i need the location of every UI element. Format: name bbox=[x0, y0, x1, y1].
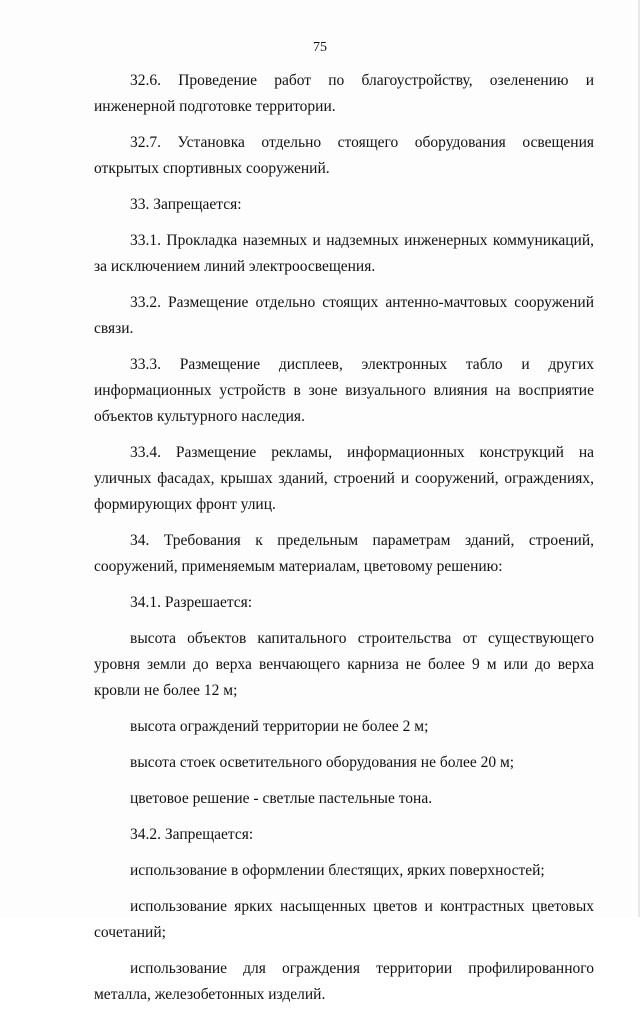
paragraph-33-2: 33.2. Размещение отдельно стоящих антенно-мачтовых сооружений связи. bbox=[94, 294, 594, 337]
page-number: 75 bbox=[313, 40, 327, 55]
paragraph-33-1: 33.1. Прокладка наземных и надземных инженерных коммуникаций, за исключением линий электроосвещения. bbox=[94, 232, 594, 275]
paragraph-34-1: 34.1. Разрешается: bbox=[130, 594, 253, 611]
paragraph-34: 34. Требования к предельным параметрам зданий, строений, сооружений, применяемым материалам, цветовому решению: bbox=[94, 532, 594, 575]
paragraph-33-3: 33.3. Размещение дисплеев, электронных табло и других информационных устройств в зоне визуального влияния на восприятие объектов культурного наследия. bbox=[94, 356, 594, 425]
paragraph-32-6: 32.6. Проведение работ по благоустройству, озеленению и инженерной подготовке территории. bbox=[94, 72, 594, 115]
paragraph-34-2: 34.2. Запрещается: bbox=[130, 826, 254, 843]
paragraph-33: 33. Запрещается: bbox=[130, 196, 242, 213]
list-item-height-buildings: высота объектов капитального строительства от существующего уровня земли до верха венчающего карниза не более 9 м или до верха кровли не более 12 м; bbox=[94, 630, 594, 699]
list-item-height-fences: высота ограждений территории не более 2 м; bbox=[130, 718, 429, 735]
paragraph-32-7: 32.7. Установка отдельно стоящего оборудования освещения открытых спортивных сооружений. bbox=[94, 134, 594, 177]
list-item-color-solution: цветовое решение - светлые пастельные тона. bbox=[130, 790, 433, 807]
document-body bbox=[94, 68, 594, 1018]
list-item-fence-materials: использование для ограждения территории профилированного металла, железобетонных изделий. bbox=[94, 960, 594, 1003]
list-item-bright-colors: использование ярких насыщенных цветов и контрастных цветовых сочетаний; bbox=[94, 898, 594, 941]
list-item-height-lighting: высота стоек осветительного оборудования не более 20 м; bbox=[130, 754, 515, 771]
paragraph-33-4: 33.4. Размещение рекламы, информационных конструкций на уличных фасадах, крышах зданий, строений и сооружений, ограждениях, формирующих фронт улиц. bbox=[94, 444, 594, 513]
list-item-shiny-surfaces: использование в оформлении блестящих, ярких поверхностей; bbox=[130, 862, 545, 879]
